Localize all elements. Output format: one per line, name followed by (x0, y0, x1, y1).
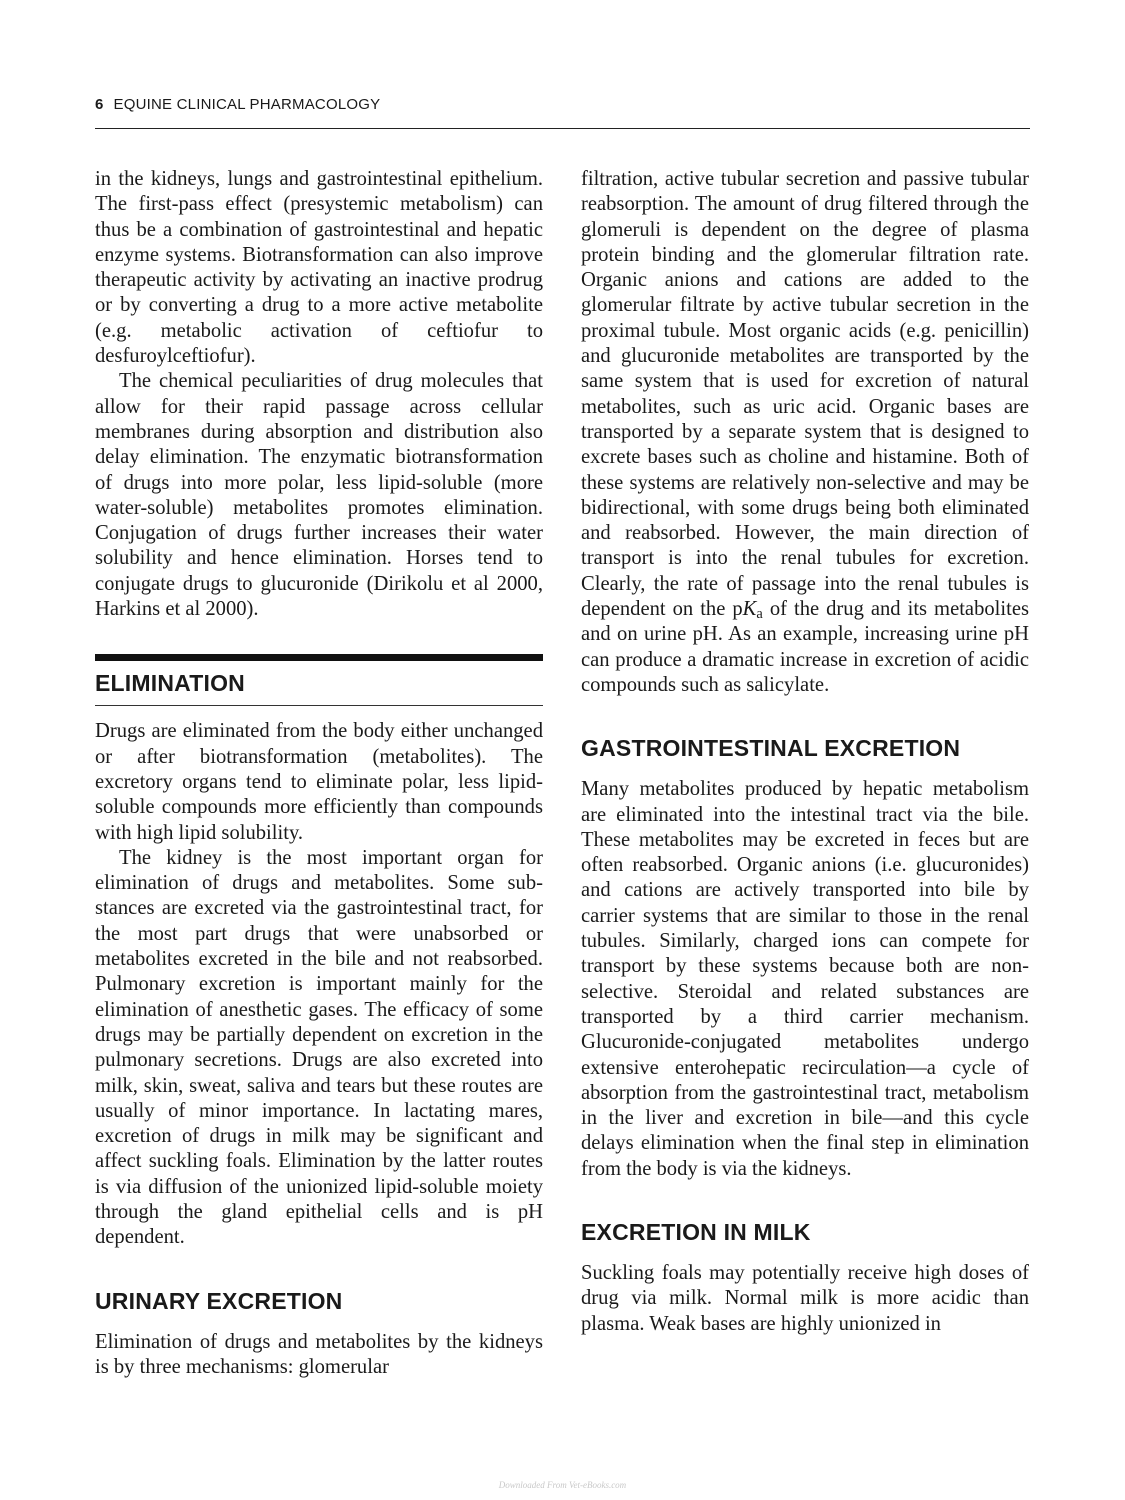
heading-excretion-in-milk: EXCRETION IN MILK (581, 1218, 811, 1245)
pka-k: K (742, 598, 757, 621)
running-head (95, 96, 1030, 113)
footer-watermark: Downloaded From Vet-eBooks.com (498, 1480, 627, 1490)
paragraph-urinary: Elimination of drugs and metabolites by the kidneys is by three mechanisms: glomerular (95, 1330, 543, 1378)
right-column (581, 167, 1029, 1337)
header-rule (95, 128, 1030, 129)
urinary-text-part1: filtration, active tubular secretion and passive tubular reabsorption. The amount of drug filtered through the glomeruli is dependent on the degree of plasma protein binding and the glomerular filtration rate. Organic anions and cations are added to the glomerular filtrate by active tubular secretion in the proximal tubule. Most organic acids (e.g. penicillin) and glucuronide metabolites are transported by the same system that is used for excretion of natural metabolites, such as uric acid. Organic bases are transported by a separate system that is designed to excrete bases such as choline and histamine. Both of these systems are relatively non-selective and may be bidirectional, with some drugs being both eliminated and reabsorbed. However, the main direction of transport is into the renal tubules for excretion. Clearly, the rate of passage into the renal tubules is dependent on the p (581, 168, 1029, 621)
paragraph-gastrointestinal: Many metabolites produced by hepatic metabolism are eliminated into the intestinal tract via the bile. These metabolites may be excreted in feces but are often reabsorbed. Organic anions (i.e. glucuronides) and cations are actively transported into bile by carrier systems that are similar to those in the renal tubules. Similarly, charged ions can compete for transport by these systems because both are non-selective. Steroidal and related substances are transported by a third carrier mechanism. Glucuronide-conjugated metabolites undergo extensive enterohepatic recirculation—a cycle of absorption from the gastrointestinal tract, metabolism in the liver and excretion in bile—and this cycle delays elimination when the final step in elimination from the body is via the kidneys. (581, 778, 1029, 1180)
page-number: 6 (95, 96, 104, 113)
urinary-text-part2: of the drug and its metabolites and on urine pH. As an example, increasing urine pH can produce a dramatic increase in excretion of acidic compounds such as salicylate. (581, 598, 1029, 696)
section-rule-thick (95, 654, 543, 661)
paragraph-kidney: The kidney is the most important organ for elimination of drugs and metabolites. Some substances are excreted via the gastrointestinal tract, for the most part drugs that were unabsorbed or metabolites excreted in the bile and not reabsorbed. Pulmonary excretion is important mainly for the elimination of anesthetic gases. The efficacy of some drugs may be partially dependent on excretion in the pulmonary secretions. Drugs are also excreted into milk, skin, sweat, saliva and tears but these routes are usually of minor importance. In lactating mares, excretion of drugs in milk may be significant and affect suckling foals. Elimination by the latter routes is via diffusion of the unionized lipid-soluble moiety through the gland epithelial cells and is pH dependent. (95, 846, 543, 1249)
running-title: EQUINE CLINICAL PHARMACOLOGY (113, 96, 381, 113)
heading-elimination: ELIMINATION (95, 670, 245, 697)
heading-gastrointestinal-excretion: GASTROINTESTINAL EXCRETION (581, 735, 961, 762)
paragraph-urinary-continued (581, 167, 1029, 698)
paragraph-biotransformation-end: in the kidneys, lungs and gastrointestinal epithelium. The first-pass effect (presystemic metabolism) can thus be a combination of gastrointestinal and hepatic enzyme systems. Biotransformation can also improve therapeutic activity by activating an inactive prodrug or by converting a drug to a more active metabolite (e.g. metabolic activation of ceftiofur to desfuroylceftiofur). (95, 168, 543, 368)
heading-urinary-excretion: URINARY EXCRETION (95, 1287, 343, 1314)
section-rule-thin (95, 705, 543, 706)
pka-subscript: a (756, 606, 763, 623)
paragraph-elimination-intro: Drugs are eliminated from the body either unchanged or after biotransformation (metabolites). The excretory organs tend to eliminate polar, less lipid-soluble compounds more efficiently than compounds with high lipid solubility. (95, 720, 543, 844)
paragraph-chemical-peculiarities: The chemical peculiarities of drug molecules that allow for their rapid passage across cellular membranes during absorption and distribution also delay elimination. The enzymatic biotransformation of drugs into more polar, less lipid-soluble (more water-soluble) metabolites promotes elimination. Conjugation of drugs further increases their water solubility and hence elimination. Horses tend to conjugate drugs to glucuronide (Dirikolu et al 2000, Harkins et al 2000). (95, 370, 543, 621)
left-column (95, 167, 543, 1380)
paragraph-milk: Suckling foals may potentially receive high doses of drug via milk. Normal milk is more acidic than plasma. Weak bases are highly unionized in (581, 1261, 1029, 1335)
